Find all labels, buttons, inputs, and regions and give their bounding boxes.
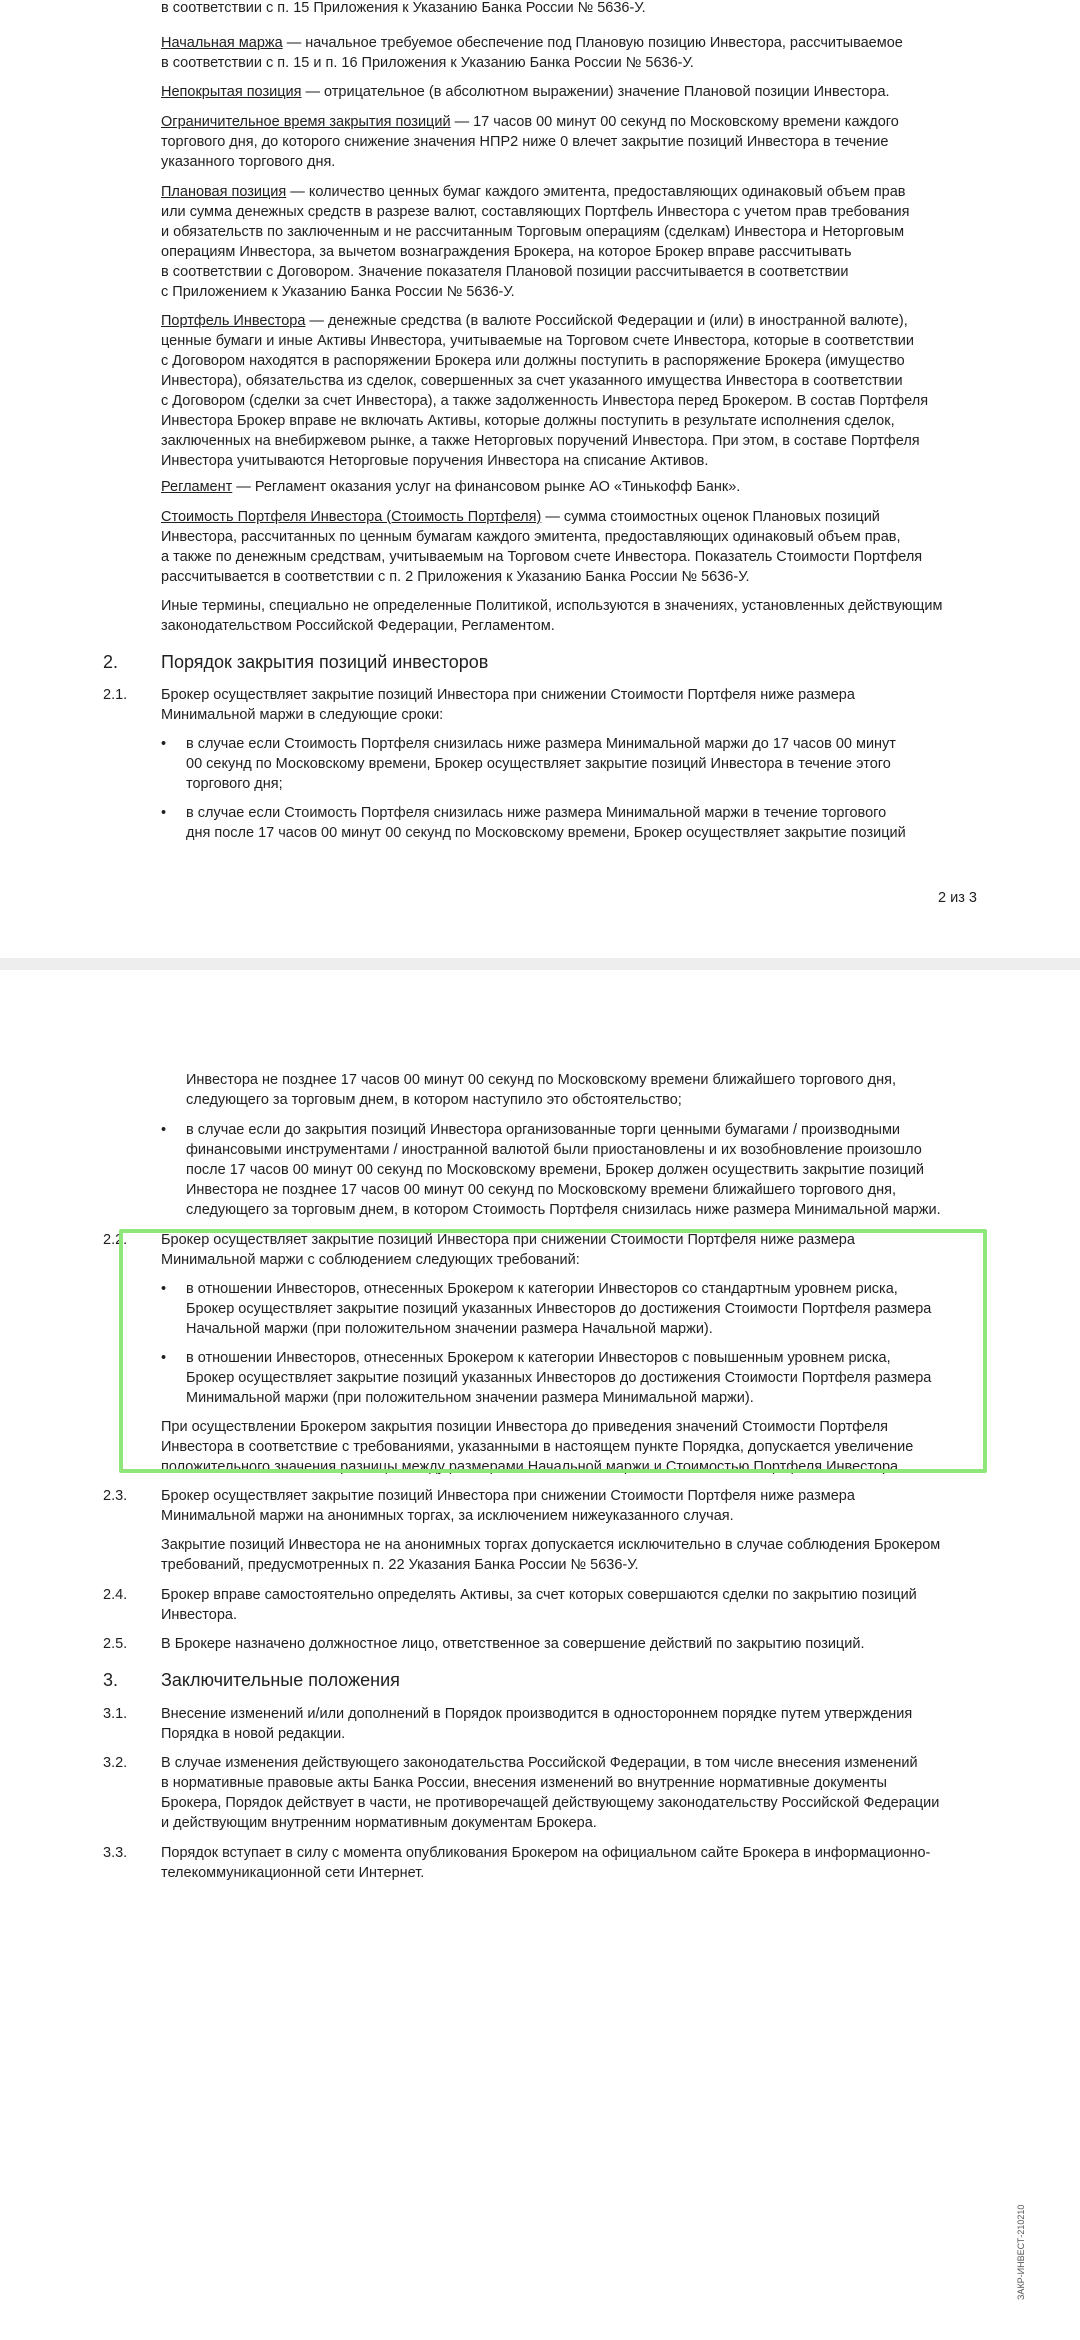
bullet: •: [161, 805, 167, 821]
text-line: с Договором находятся в распоряжении Брокера или должны поступить в распоряжение Брокера (имущество: [161, 353, 905, 369]
term: Портфель Инвестора: [161, 313, 306, 329]
text-line: — количество ценных бумаг каждого эмитента, предоставляющих одинаковый объем прав: [286, 184, 906, 200]
text-line: законодательством Российской Федерации, Регламентом.: [161, 618, 555, 634]
clause-number: 3.3.: [103, 1845, 128, 1861]
bullet: •: [161, 1350, 167, 1366]
text-line: Минимальной маржи на анонимных торгах, за исключением нижеуказанного случая.: [161, 1508, 734, 1524]
text-line: 00 секунд по Московскому времени, Брокер осуществляет закрытие позиций Инвестора в течение этого: [186, 756, 891, 772]
selection-highlight-box: [119, 1229, 987, 1473]
text-line: требований, предусмотренных п. 22 Указания Банка России № 5636‑У.: [161, 1557, 639, 1573]
text-line: Инвестора не позднее 17 часов 00 минут 00 секунд по Московскому времени ближайшего торгового дня,: [186, 1072, 896, 1088]
definition-uncovered-position: [161, 82, 981, 102]
document-code: ЗАКР-ИНВЕСТ-210210: [1016, 2204, 1026, 2300]
text-line: Брокер вправе самостоятельно определять Активы, за счет которых совершаются сделки по закрытию позиций: [161, 1587, 917, 1603]
text-line: в отношении Инвесторов, отнесенных Брокером к категории Инвесторов со стандартным уровнем риска,: [186, 1281, 898, 1297]
text-line: заключенных на внебиржевом рынке, а также Неторговых поручений Инвестора. При этом, в составе Портфеля: [161, 433, 920, 449]
definition-initial-margin: [161, 33, 981, 53]
text-line: после 17 часов 00 минут 00 секунд по Московскому времени, Брокер должен осуществить закрытие позиций: [186, 1162, 924, 1178]
definition-portfolio-value: [161, 507, 981, 527]
text-line: Инвестора, рассчитанных по ценным бумагам каждого эмитента, предоставляющих одинаковый объем прав,: [161, 529, 901, 545]
section-number: 3.: [103, 1670, 119, 1690]
text-line: Начальной маржи (при положительном значении размера Начальной маржи).: [186, 1321, 713, 1337]
clause-number: 2.5.: [103, 1636, 128, 1652]
page-number: 2 из 3: [938, 890, 977, 906]
clause-number: 3.1.: [103, 1706, 128, 1722]
clause-number: 2.2.: [103, 1232, 128, 1248]
definition-closing-time: [161, 112, 981, 132]
definition-planned-position: [161, 182, 981, 202]
text-line: в соответствии с Договором. Значение показателя Плановой позиции рассчитывается в соответствии: [161, 264, 849, 280]
term: Плановая позиция: [161, 184, 287, 200]
text-line: Брокер осуществляет закрытие позиций указанных Инвесторов до достижения Стоимости Портфеля размера: [186, 1301, 932, 1317]
text-line: в случае если Стоимость Портфеля снизилась ниже размера Минимальной маржи до 17 часов 00 минут: [186, 736, 896, 752]
text-line: Порядка в новой редакции.: [161, 1726, 346, 1742]
text-line: в отношении Инвесторов, отнесенных Брокером к категории Инвесторов с повышенным уровнем риска,: [186, 1350, 891, 1366]
clause-number: 3.2.: [103, 1755, 128, 1771]
text-line: Брокер осуществляет закрытие позиций Инвестора при снижении Стоимости Портфеля ниже размера: [161, 1232, 855, 1248]
text-line: Инвестора Брокер вправе не включать Активы, которые должны поступить в результате исполнения сделок,: [161, 413, 895, 429]
text-line: положительного значения разницы между размерами Начальной маржи и Стоимостью Портфеля Инвестора.: [161, 1459, 903, 1475]
text-line: в случае если Стоимость Портфеля снизилась ниже размера Минимальной маржи в течение торгового: [186, 805, 887, 821]
text-line: а также по денежным средствам, учитываемым на Торговом счете Инвестора. Показатель Стоимости Портфеля: [161, 549, 923, 565]
text-line: В Брокере назначено должностное лицо, ответственное за совершение действий по закрытию позиций.: [161, 1636, 865, 1652]
term: Непокрытая позиция: [161, 84, 302, 100]
bullet: •: [161, 736, 167, 752]
clause-number: 2.1.: [103, 687, 128, 703]
term: Начальная маржа: [161, 35, 283, 51]
document-page-2: [0, 0, 1080, 958]
text-line: финансовыми инструментами / иностранной валютой были приостановлены и их возобновление произошло: [186, 1142, 922, 1158]
text-line: В случае изменения действующего законодательства Российской Федерации, в том числе внесения изменений: [161, 1755, 918, 1771]
text-line: — Регламент оказания услуг на финансовом рынке АО «Тинькофф Банк».: [232, 479, 741, 495]
text-line: и действующим внутренним нормативным документам Брокера.: [161, 1815, 597, 1831]
text-line: следующего за торговым днем, в котором наступило это обстоятельство;: [186, 1092, 682, 1108]
text-line: с Договором (сделки за счет Инвестора), а также задолженность Инвестора перед Брокером. В состав Портфеля: [161, 393, 929, 409]
section-title: Порядок закрытия позиций инвесторов: [161, 652, 489, 672]
text-line: При осуществлении Брокером закрытия позиции Инвестора до приведения значений Стоимости Портфеля: [161, 1419, 889, 1435]
text-line: телекоммуникационной сети Интернет.: [161, 1865, 425, 1881]
text-line: Инвестора в соответствие с требованиями, указанными в настоящем пункте Порядка, допускается увеличение: [161, 1439, 914, 1455]
text-line: и обязательств по заключенным и не рассчитанным Торговым операциям (сделкам) Инвестора и Неторговым: [161, 224, 905, 240]
bullet: •: [161, 1281, 167, 1297]
term: Стоимость Портфеля Инвестора (Стоимость Портфеля): [161, 509, 542, 525]
text-line: Минимальной маржи в следующие сроки:: [161, 707, 444, 723]
definition-investor-portfolio: [161, 311, 981, 331]
text-line: или сумма денежных средств в разрезе валют, составляющих Портфель Инвестора с учетом прав требования: [161, 204, 910, 220]
text-line: ценные бумаги и иные Активы Инвестора, учитываемые на Торговом счете Инвестора, которые в соответствии: [161, 333, 914, 349]
text-line: Брокера, Порядок действует в части, не противоречащей действующему законодательству Российской Федерации: [161, 1795, 940, 1811]
text-line: в случае если до закрытия позиций Инвестора организованные торги ценными бумагами / производными: [186, 1122, 901, 1138]
text-line: в соответствии с п. 15 Приложения к Указанию Банка России № 5636‑У.: [161, 0, 646, 16]
text-line: — начальное требуемое обеспечение под Плановую позицию Инвестора, рассчитываемое: [282, 35, 903, 51]
term: Ограничительное время закрытия позиций: [161, 114, 451, 130]
text-line: Брокер осуществляет закрытие позиций Инвестора при снижении Стоимости Портфеля ниже размера: [161, 1488, 855, 1504]
text-line: Инвестора), обязательства из сделок, совершенных за счет указанного имущества Инвестора в соответствии: [161, 373, 903, 389]
text-line: Инвестора не позднее 17 часов 00 минут 00 секунд по Московскому времени ближайшего торгового дня,: [186, 1182, 896, 1198]
section-number: 2.: [103, 652, 119, 672]
term: Регламент: [161, 479, 233, 495]
text-line: торгового дня, до которого снижение значения НПР2 ниже 0 влечет закрытие позиций Инвестора в течение: [161, 134, 889, 150]
bullet: •: [161, 1122, 167, 1138]
text-line: в соответствии с п. 15 и п. 16 Приложения к Указанию Банка России № 5636‑У.: [161, 55, 694, 71]
text-line: Порядок вступает в силу с момента опубликования Брокером на официальном сайте Брокера в информационно-: [161, 1845, 931, 1861]
text-line: Брокер осуществляет закрытие позиций Инвестора при снижении Стоимости Портфеля ниже размера: [161, 687, 855, 703]
text-line: Закрытие позиций Инвестора не на анонимных торгах допускается исключительно в случае соблюдения Брокером: [161, 1537, 941, 1553]
text-line: — 17 часов 00 минут 00 секунд по Московскому времени каждого: [450, 114, 899, 130]
text-line: — денежные средства (в валюте Российской Федерации и (или) в иностранной валюте),: [305, 313, 908, 329]
text-line: Внесение изменений и/или дополнений в Порядок производится в одностороннем порядке путем утверждения: [161, 1706, 913, 1722]
text-line: с Приложением к Указанию Банка России № 5636‑У.: [161, 284, 515, 300]
text-line: торгового дня;: [186, 776, 283, 792]
text-line: Инвестора.: [161, 1607, 237, 1623]
text-line: операциям Инвестора, за вычетом вознаграждения Брокера, на которое Брокер вправе рассчитывать: [161, 244, 852, 260]
text-line: Минимальной маржи с соблюдением следующих требований:: [161, 1252, 580, 1268]
text-line: — отрицательное (в абсолютном выражении) значение Плановой позиции Инвестора.: [301, 84, 890, 100]
text-line: указанного торгового дня.: [161, 154, 336, 170]
text-line: в нормативные правовые акты Банка России, внесения изменений во внутренние нормативные документы: [161, 1775, 887, 1791]
text-line: Иные термины, специально не определенные Политикой, используются в значениях, установленных действующим: [161, 598, 943, 614]
text-line: рассчитывается в соответствии с п. 2 Приложения к Указанию Банка России № 5636‑У.: [161, 569, 750, 585]
clause-number: 2.4.: [103, 1587, 128, 1603]
text-line: — сумма стоимостных оценок Плановых позиций: [541, 509, 880, 525]
section-title: Заключительные положения: [161, 1670, 400, 1690]
text-line: Инвестора учитываются Неторговые поручения Инвестора на списание Активов.: [161, 453, 709, 469]
definition-regulation: [161, 477, 981, 497]
text-line: Брокер осуществляет закрытие позиций указанных Инвесторов до достижения Стоимости Портфеля размера: [186, 1370, 932, 1386]
document-page-3: [0, 970, 1080, 2340]
clause-number: 2.3.: [103, 1488, 128, 1504]
page-separator: [0, 958, 1080, 970]
text-line: дня после 17 часов 00 минут 00 секунд по Московскому времени, Брокер осуществляет закрытие позиций: [186, 825, 906, 841]
text-line: Минимальной маржи (при положительном значении размера Минимальной маржи).: [186, 1390, 754, 1406]
text-line: следующего за торговым днем, в котором Стоимость Портфеля снизилась ниже размера Минимальной маржи.: [186, 1202, 941, 1218]
